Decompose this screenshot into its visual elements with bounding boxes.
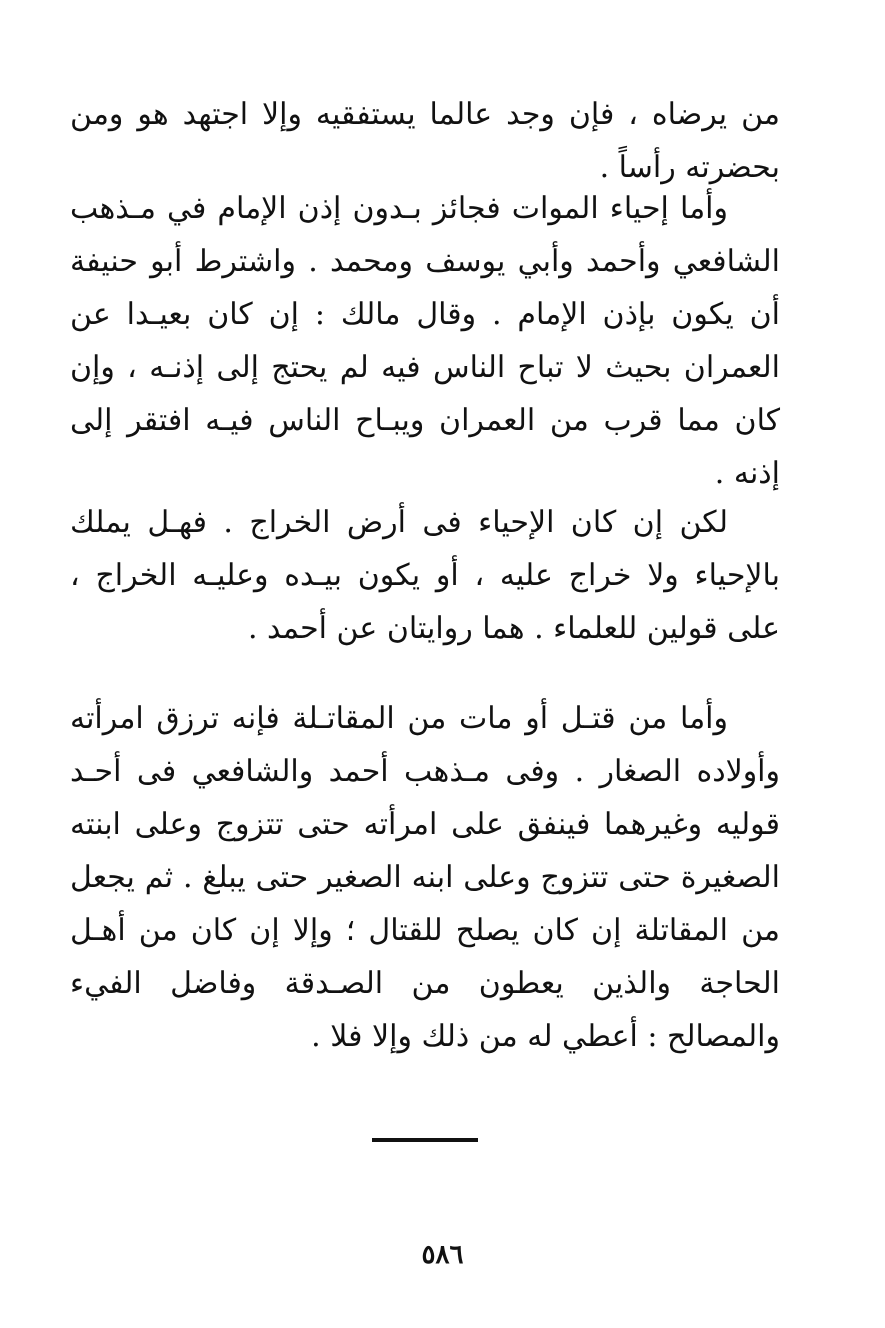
paragraph-text: لكن إن كان الإحياء فى أرض الخراج . فهـل يملك بالإحياء ولا خراج عليه ، أو يكون بيـده وعليـه الخراج ، على قولين للعلماء . هما روايتان عن أحمد . bbox=[70, 505, 780, 646]
paragraph-text: من يرضاه ، فإن وجد عالما يستفقيه وإلا اجتهد هو ومن بحضرته رأساً . bbox=[70, 97, 780, 185]
paragraph-2 bbox=[70, 182, 780, 500]
paragraph-text: وأما من قتـل أو مات من المقاتـلة فإنه ترزق امرأته وأولاده الصغار . وفى مـذهب أحمد والشافعي فى أحـد قوليه وغيرهما فينفق على امرأته حتى تتزوج وعلى ابنته الصغيرة حتى تتزوج وعلى ابنه الصغير حتى يبلغ . ثم يجعل من المقاتلة إن كان يصلح للقتال ؛ وإلا إن كان من أهـل الحاجة والذين يعطون من الصـدقة وفاضل الفيء والمصالح : أعطي له من ذلك وإلا فلا . bbox=[70, 701, 780, 1054]
paragraph-4 bbox=[70, 692, 780, 1063]
paragraph-1 bbox=[70, 88, 780, 194]
page-number: ٥٨٦ bbox=[421, 1240, 464, 1270]
section-divider bbox=[372, 1138, 478, 1142]
paragraph-text: وأما إحياء الموات فجائز بـدون إذن الإمام في مـذهب الشافعي وأحمد وأبي يوسف ومحمد . واشترط أبو حنيفة أن يكون بإذن الإمام . وقال مالك : إن كان بعيـدا عن العمران بحيث لا تباح الناس فيه لم يحتج إلى إذنـه ، وإن كان مما قرب من العمران ويبـاح الناس فيـه افتقر إلى إذنه . bbox=[70, 191, 780, 491]
paragraph-3 bbox=[70, 496, 780, 655]
